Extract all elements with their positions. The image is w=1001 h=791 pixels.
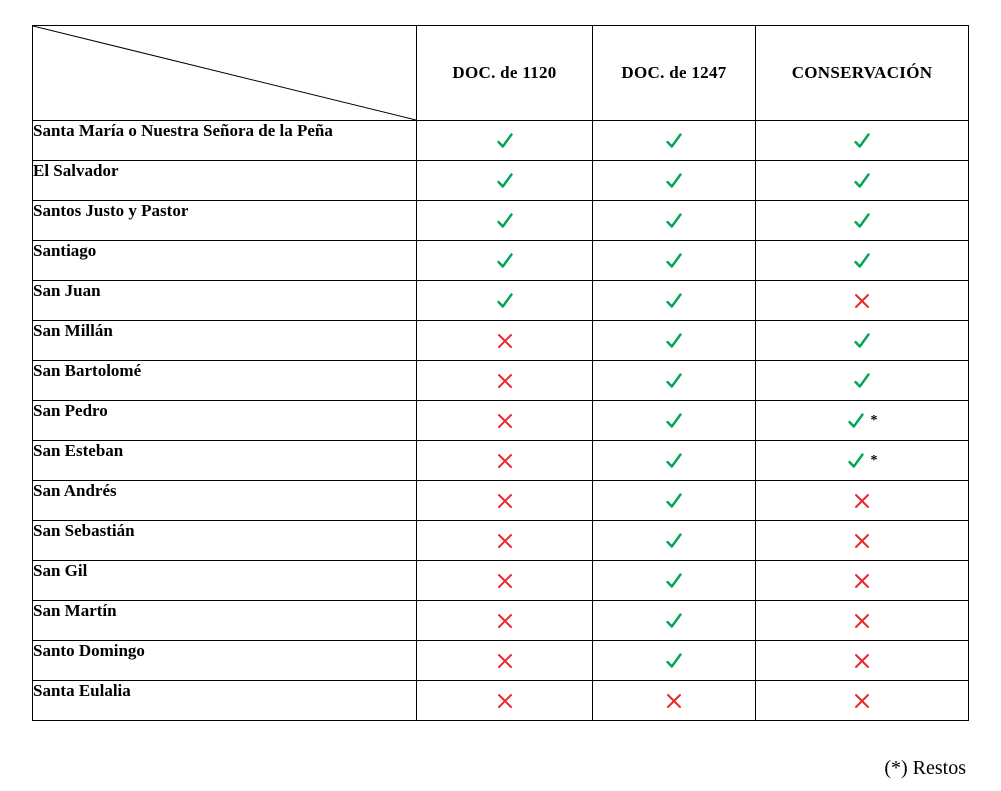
table-row bbox=[33, 281, 969, 321]
mark-cell bbox=[756, 161, 969, 201]
cross-icon bbox=[496, 411, 514, 428]
church-name: San Pedro bbox=[33, 401, 417, 441]
church-name: San Sebastián bbox=[33, 521, 417, 561]
check-icon bbox=[665, 451, 683, 468]
cross-icon bbox=[496, 331, 514, 348]
check-icon bbox=[665, 251, 683, 268]
check-icon bbox=[665, 291, 683, 308]
header-doc-1247: DOC. de 1247 bbox=[593, 26, 756, 121]
cross-icon bbox=[853, 611, 871, 628]
check-icon bbox=[496, 291, 514, 308]
cross-icon bbox=[665, 691, 683, 708]
mark-cell bbox=[756, 601, 969, 641]
mark-cell bbox=[756, 441, 969, 481]
check-icon bbox=[665, 411, 683, 428]
mark-cell bbox=[593, 121, 756, 161]
table-row bbox=[33, 641, 969, 681]
church-name: San Andrés bbox=[33, 481, 417, 521]
check-icon bbox=[496, 251, 514, 268]
mark-cell bbox=[756, 641, 969, 681]
mark-cell bbox=[593, 481, 756, 521]
mark-cell bbox=[417, 361, 593, 401]
church-name: San Bartolomé bbox=[33, 361, 417, 401]
mark-cell bbox=[417, 601, 593, 641]
churches-table bbox=[32, 25, 969, 721]
header-doc-1120: DOC. de 1120 bbox=[417, 26, 593, 121]
mark-cell bbox=[417, 641, 593, 681]
check-icon bbox=[853, 171, 871, 188]
table-row bbox=[33, 521, 969, 561]
check-icon bbox=[853, 211, 871, 228]
church-name: San Juan bbox=[33, 281, 417, 321]
mark-cell bbox=[593, 201, 756, 241]
mark-cell bbox=[593, 241, 756, 281]
cross-icon bbox=[496, 611, 514, 628]
mark-cell bbox=[593, 521, 756, 561]
table-row bbox=[33, 441, 969, 481]
table-row bbox=[33, 121, 969, 161]
cross-icon bbox=[853, 531, 871, 548]
church-name: Santa Eulalia bbox=[33, 681, 417, 721]
cross-icon bbox=[496, 571, 514, 588]
cross-icon bbox=[496, 371, 514, 388]
church-name: Santos Justo y Pastor bbox=[33, 201, 417, 241]
mark-cell bbox=[417, 441, 593, 481]
mark-cell bbox=[417, 201, 593, 241]
mark-cell bbox=[417, 481, 593, 521]
mark-cell bbox=[593, 681, 756, 721]
check-icon bbox=[496, 211, 514, 228]
table-row bbox=[33, 401, 969, 441]
mark-cell bbox=[593, 601, 756, 641]
cross-icon bbox=[853, 291, 871, 308]
church-name: San Martín bbox=[33, 601, 417, 641]
mark-cell bbox=[756, 121, 969, 161]
mark-cell bbox=[756, 361, 969, 401]
cross-icon bbox=[853, 691, 871, 708]
mark-cell bbox=[756, 561, 969, 601]
table-row bbox=[33, 681, 969, 721]
cross-icon bbox=[496, 491, 514, 508]
mark-cell bbox=[593, 281, 756, 321]
church-name: Santa María o Nuestra Señora de la Peña bbox=[33, 121, 417, 161]
mark-cell bbox=[417, 681, 593, 721]
mark-cell bbox=[756, 401, 969, 441]
check-icon bbox=[496, 131, 514, 148]
church-name: Santo Domingo bbox=[33, 641, 417, 681]
mark-cell bbox=[417, 281, 593, 321]
mark-cell bbox=[417, 161, 593, 201]
cross-icon bbox=[853, 491, 871, 508]
table-row bbox=[33, 241, 969, 281]
remains-asterisk: * bbox=[870, 452, 878, 468]
table-row bbox=[33, 561, 969, 601]
header-row bbox=[33, 26, 969, 121]
mark-cell bbox=[417, 321, 593, 361]
cross-icon bbox=[496, 451, 514, 468]
mark-cell bbox=[756, 241, 969, 281]
mark-cell bbox=[417, 121, 593, 161]
church-name: Santiago bbox=[33, 241, 417, 281]
check-icon bbox=[665, 571, 683, 588]
cross-icon bbox=[496, 691, 514, 708]
church-name: San Millán bbox=[33, 321, 417, 361]
mark-cell bbox=[417, 241, 593, 281]
table-row bbox=[33, 201, 969, 241]
church-name: San Gil bbox=[33, 561, 417, 601]
check-icon bbox=[847, 451, 865, 468]
remains-asterisk: * bbox=[870, 412, 878, 428]
cross-icon bbox=[853, 571, 871, 588]
mark-cell bbox=[593, 641, 756, 681]
mark-cell bbox=[417, 401, 593, 441]
mark-cell bbox=[756, 681, 969, 721]
check-icon bbox=[665, 331, 683, 348]
table-row bbox=[33, 361, 969, 401]
mark-cell bbox=[593, 321, 756, 361]
mark-cell bbox=[756, 521, 969, 561]
church-name: San Esteban bbox=[33, 441, 417, 481]
check-icon bbox=[496, 171, 514, 188]
check-icon bbox=[665, 371, 683, 388]
mark-cell bbox=[417, 521, 593, 561]
cross-icon bbox=[853, 651, 871, 668]
mark-cell bbox=[593, 561, 756, 601]
table-row bbox=[33, 321, 969, 361]
check-icon bbox=[665, 531, 683, 548]
check-icon bbox=[853, 331, 871, 348]
mark-cell bbox=[756, 281, 969, 321]
table-row bbox=[33, 601, 969, 641]
mark-cell bbox=[593, 401, 756, 441]
check-icon bbox=[853, 131, 871, 148]
mark-cell bbox=[593, 161, 756, 201]
mark-cell bbox=[593, 441, 756, 481]
check-icon bbox=[847, 411, 865, 428]
mark-cell bbox=[756, 481, 969, 521]
check-icon bbox=[665, 491, 683, 508]
table-row bbox=[33, 161, 969, 201]
check-icon bbox=[665, 611, 683, 628]
church-name: El Salvador bbox=[33, 161, 417, 201]
header-conservacion: CONSERVACIÓN bbox=[756, 26, 969, 121]
mark-cell bbox=[593, 361, 756, 401]
check-icon bbox=[665, 131, 683, 148]
diagonal-corner-cell bbox=[33, 26, 417, 121]
cross-icon bbox=[496, 531, 514, 548]
check-icon bbox=[853, 371, 871, 388]
mark-cell bbox=[756, 321, 969, 361]
mark-cell bbox=[756, 201, 969, 241]
check-icon bbox=[665, 171, 683, 188]
diagonal-line bbox=[33, 26, 416, 120]
mark-cell bbox=[417, 561, 593, 601]
check-icon bbox=[665, 651, 683, 668]
check-icon bbox=[853, 251, 871, 268]
check-icon bbox=[665, 211, 683, 228]
table-row bbox=[33, 481, 969, 521]
cross-icon bbox=[496, 651, 514, 668]
footnote: (*) Restos bbox=[884, 757, 966, 779]
